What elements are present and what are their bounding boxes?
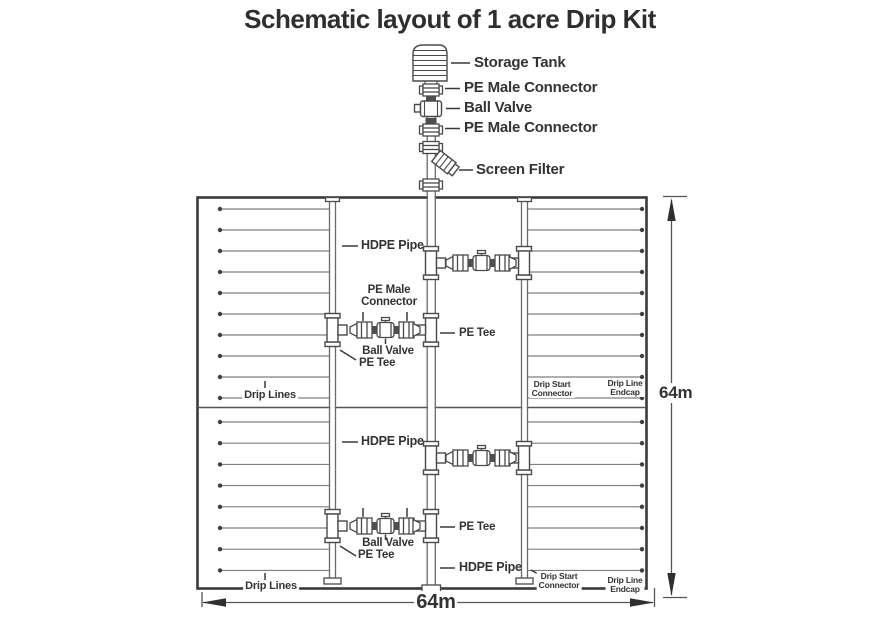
pe-male-connector-top-icon xyxy=(420,84,443,96)
ball-valve-assembly-icon xyxy=(446,251,516,272)
drip-start-connector-lower-label: Drip Start Connector xyxy=(538,571,580,591)
pe-tee-icon xyxy=(424,247,446,280)
page-title: Schematic layout of 1 acre Drip Kit xyxy=(244,4,656,34)
ball-valve-assembly-icon xyxy=(446,446,516,467)
hdpe-pipe-upper-label: HDPE Pipe xyxy=(361,238,424,252)
pe-tee-lower-right-label: PE Tee xyxy=(459,521,496,533)
pe-tee-icon xyxy=(325,314,347,347)
screen-filter-label: Screen Filter xyxy=(476,161,565,178)
ball-valve-assembly-icon xyxy=(350,318,420,339)
hdpe-pipe-bottom-label: HDPE Pipe xyxy=(459,560,522,574)
drip-lines-lower-left xyxy=(218,420,330,573)
pe-tee-lower-left-label: PE Tee xyxy=(358,549,395,561)
ball-valve-supply-icon xyxy=(415,101,442,117)
right-submain-endfoot xyxy=(516,578,533,584)
storage-tank-icon xyxy=(413,45,447,88)
pe-male-connector-bottom-label: PE Male Connector xyxy=(464,119,598,136)
pe-male-connector-field-upper-label: PE Male Connector xyxy=(361,284,417,309)
storage-tank-label: Storage Tank xyxy=(474,54,566,71)
pe-tee-icon xyxy=(325,510,347,543)
ball-valve-assembly-icon xyxy=(350,514,420,535)
left-submain-endfoot xyxy=(324,578,341,584)
drip-lines-upper-label: Drip Lines xyxy=(244,389,296,401)
drip-line-endcap-lower-label: Drip Line Endcap xyxy=(607,575,643,595)
pe-male-connector-bottom-icon xyxy=(420,124,443,136)
width-dimension-label: 64m xyxy=(416,591,456,613)
pe-tee-upper-right-label: PE Tee xyxy=(459,327,496,339)
pe-tee-upper-left-label: PE Tee xyxy=(359,357,396,369)
drip-line-endcap-upper-label: Drip Line Endcap xyxy=(607,378,643,398)
drip-lines-lower-label: Drip Lines xyxy=(245,580,297,592)
hdpe-pipe-lower-label: HDPE Pipe xyxy=(361,434,424,448)
height-dimension-label: 64m xyxy=(659,383,693,402)
drip-lines-upper-left xyxy=(218,207,330,400)
ball-valve-upper-label: Ball Valve xyxy=(362,345,414,357)
ball-valve-lower-label: Ball Valve xyxy=(362,537,414,549)
pe-male-connector-top-label: PE Male Connector xyxy=(464,79,598,96)
pipe-fitting-icon xyxy=(420,179,443,191)
drip-lines-lower-right xyxy=(528,420,644,573)
pe-tee-icon xyxy=(424,442,446,475)
drip-lines-upper-right xyxy=(528,207,644,400)
ball-valve-supply-label: Ball Valve xyxy=(464,99,533,116)
drip-start-connector-upper-label: Drip Start Connector xyxy=(531,379,573,399)
supply-column xyxy=(413,45,460,191)
